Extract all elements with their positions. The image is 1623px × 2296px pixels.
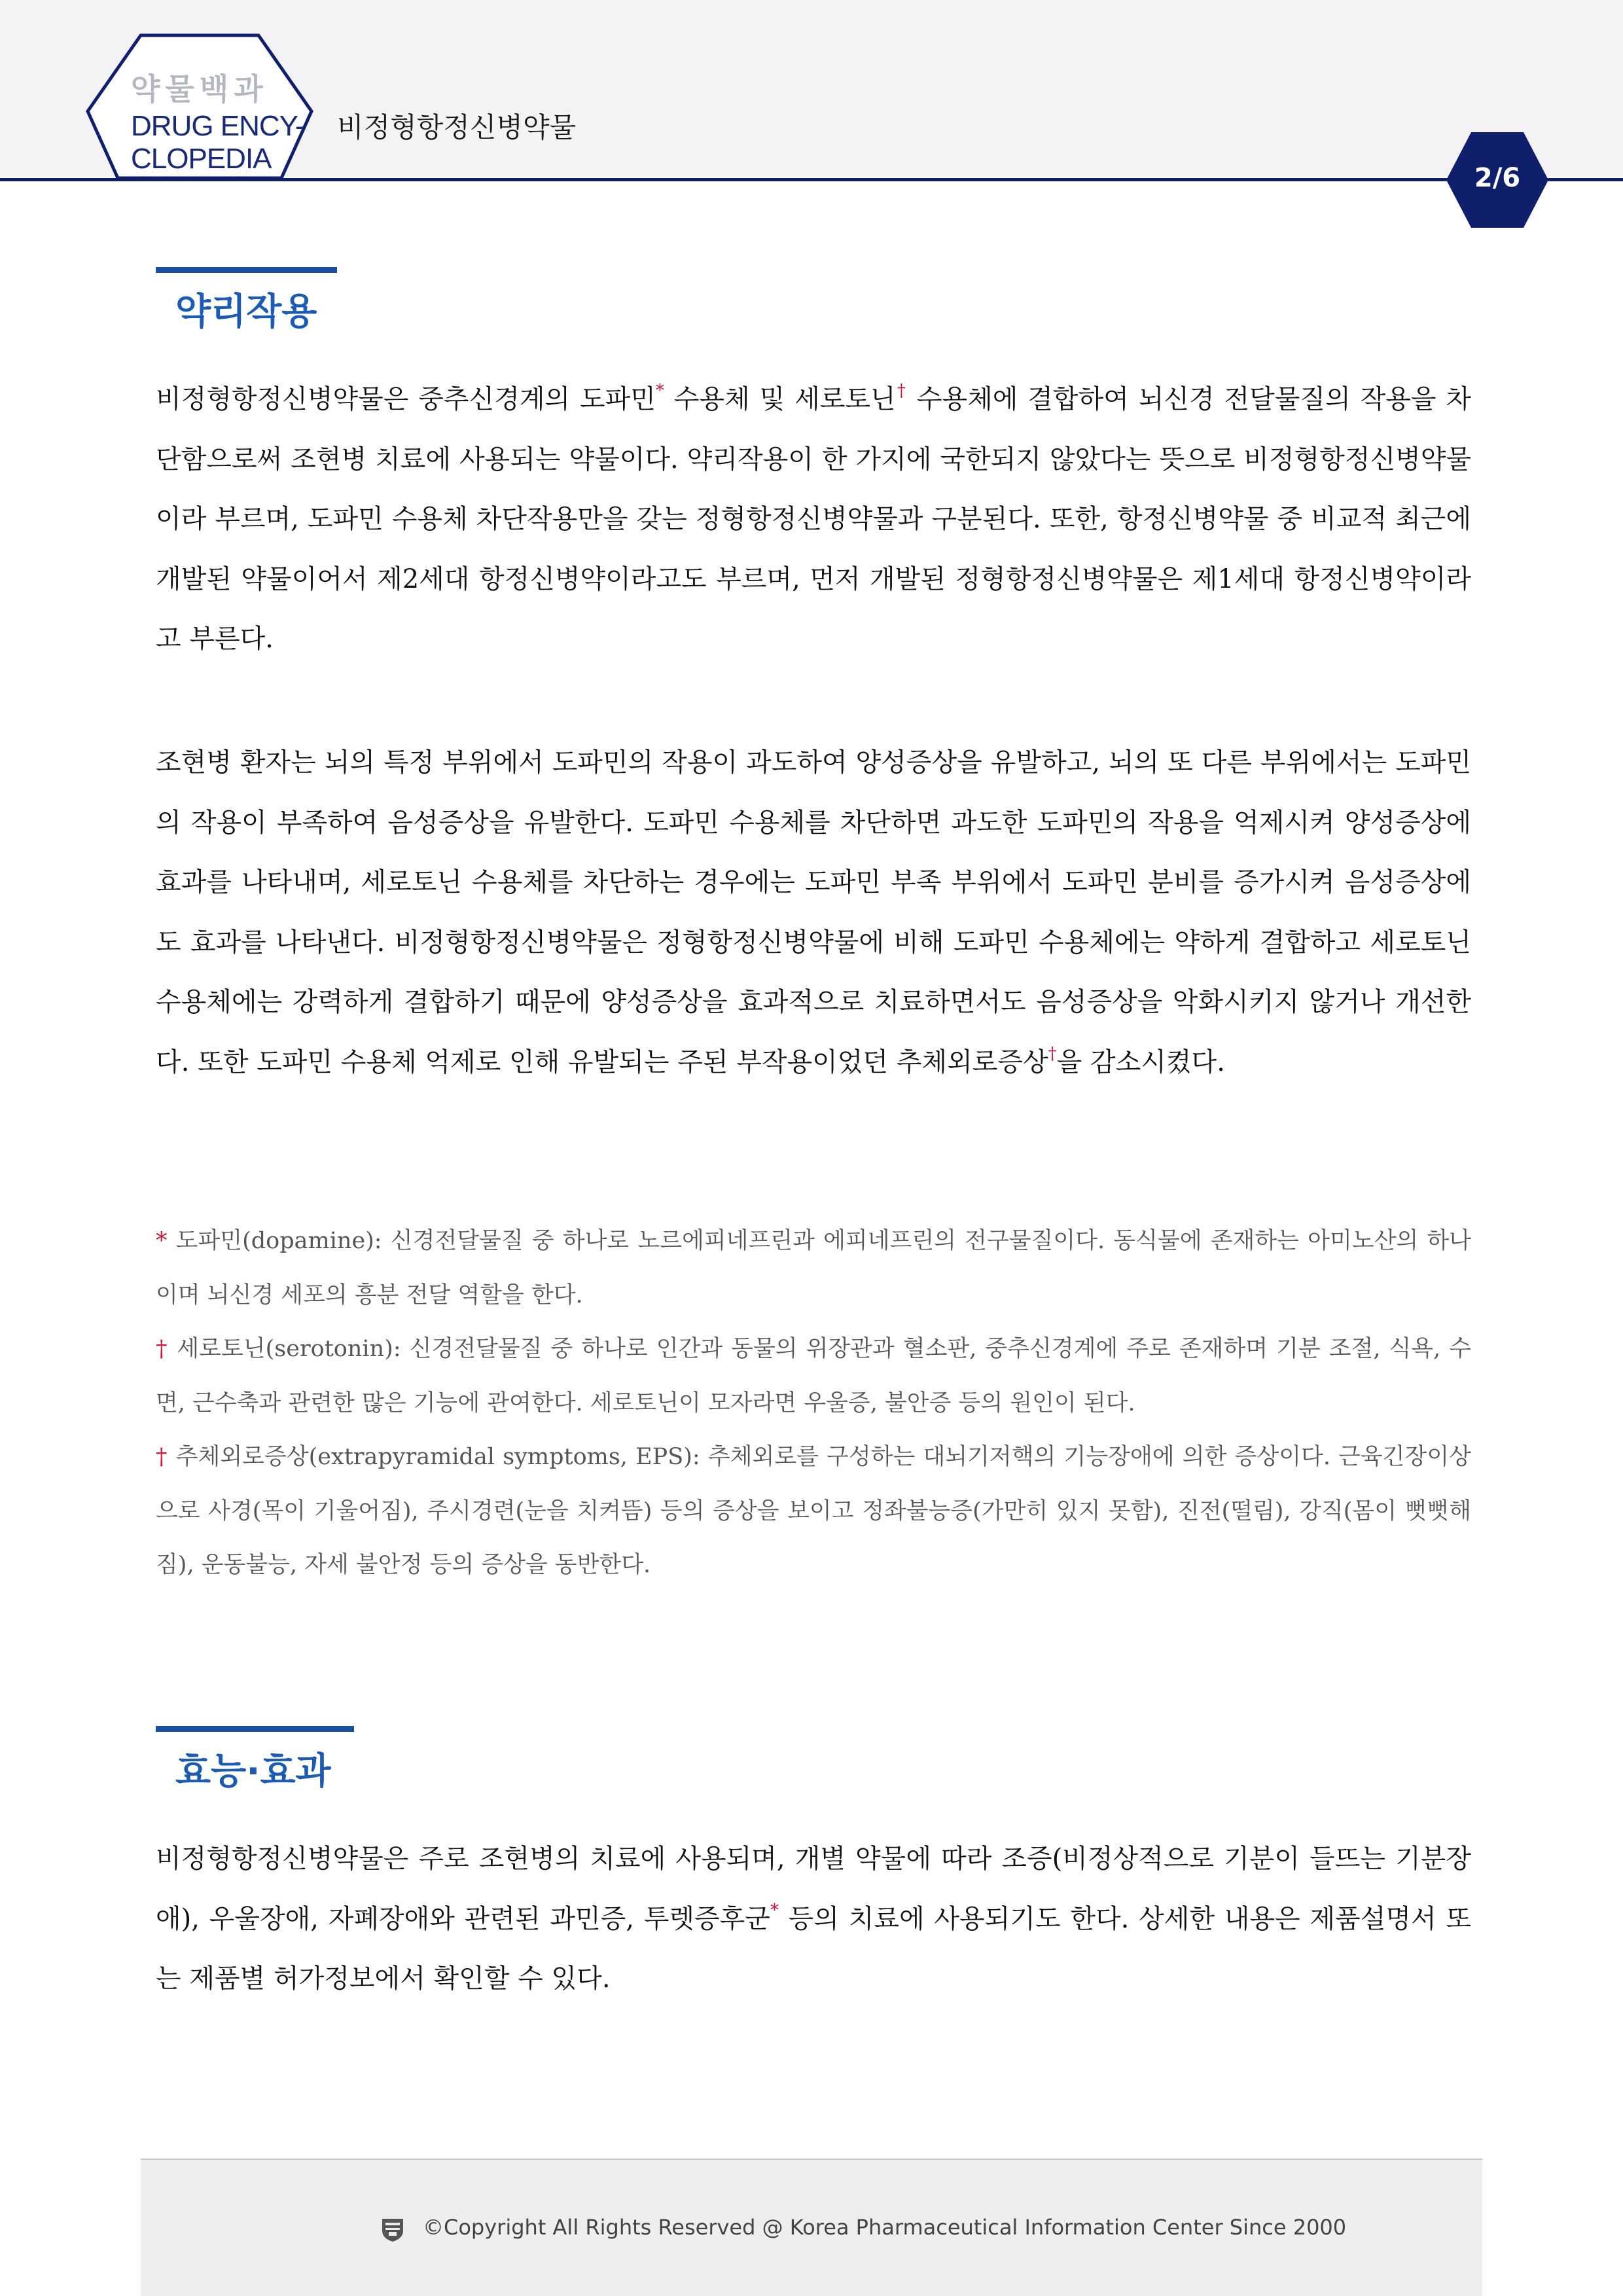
footnote-mark: †: [156, 1444, 168, 1470]
paragraph-pharmacology-1: [156, 370, 1471, 670]
footnote-eps: [156, 1430, 1471, 1592]
section-title-efficacy: 효능·효과: [175, 1750, 331, 1793]
footnote-text: 도파민(dopamine): 신경전달물질 중 하나로 노르에피네프린과 에피네프린의 전구물질이다. 동식물에 존재하는 아미노산의 하나이며 뇌신경 세포의 흥분 전달 역할을 한다.: [156, 1228, 1471, 1308]
footnote-text: 세로토닌(serotonin): 신경전달물질 중 하나로 인간과 동물의 위장관과 혈소판, 중추신경계에 주로 존재하며 기분 조절, 식욕, 수면, 근수축과 관련한 많은 기능에 관여한다. 세로토닌이 모자라면 우울증, 불안증 등의 원인이 된다.: [156, 1336, 1472, 1416]
copyright-text: ©Copyright All Rights Reserved @ Korea Pharmaceutical Information Center Since 2000: [423, 2215, 1347, 2240]
footnote-marker: †: [895, 381, 907, 401]
paragraph-text: 수용체 및 세로토닌: [664, 384, 896, 414]
footnote-mark: †: [156, 1336, 169, 1362]
footnote-mark: *: [156, 1228, 168, 1254]
footnotes: [156, 1214, 1471, 1592]
document-title: 비정형항정신병약물: [337, 111, 577, 143]
page-number: 2/6: [1474, 163, 1521, 193]
paragraph-text: 비정형항정신병약물은 중추신경계의 도파민: [156, 384, 656, 414]
footnote-serotonin: [156, 1322, 1471, 1430]
logo-korean: 약물백과: [131, 71, 268, 107]
logo-english: [131, 110, 304, 175]
footnote-text: 추체외로증상(extrapyramidal symptoms, EPS): 추체외로를 구성하는 대뇌기저핵의 기능장애에 의한 증상이다. 근육긴장이상으로 사경(목이 기울어짐), 주시경련(눈을 치켜뜸) 등의 증상을 보이고 정좌불능증(가만히 있지 못함), 진전(떨림), 강직(몸이 뻣뻣해짐), 운동불능, 자세 불안정 등의 증상을 동반한다.: [156, 1444, 1471, 1578]
footnote-marker: †: [1048, 1043, 1057, 1064]
footnote-dopamine: [156, 1214, 1471, 1322]
logo-english-line2: CLOPEDIA: [131, 143, 272, 175]
paragraph-text: 등의 치료에 사용되기도 한다. 상세한 내용은 제품설명서 또는 제품별 허가정보에서 확인할 수 있다.: [156, 1903, 1471, 1994]
section-title-bar: [156, 267, 337, 273]
footnote-marker: *: [655, 381, 664, 401]
footnote-marker: *: [770, 1900, 779, 1920]
paragraph-text: 조현병 환자는 뇌의 특정 부위에서 도파민의 작용이 과도하여 양성증상을 유발하고, 뇌의 또 다른 부위에서는 도파민의 작용이 부족하여 음성증상을 유발한다. 도파민 수용체를 차단하면 과도한 도파민의 작용을 억제시켜 양성증상에 효과를 나타내며, 세로토닌 수용체를 차단하는 경우에는 도파민 부족 부위에서 도파민 분비를 증가시켜 음성증상에도 효과를 나타낸다. 비정형항정신병약물은 정형항정신병약물에 비해 도파민 수용체에는 약하게 결합하고 세로토닌 수용체에는 강력하게 결합하기 때문에 양성증상을 효과적으로 치료하면서도 음성증상을 악화시키지 않거나 개선한다. 또한 도파민 수용체 억제로 인해 유발되는 주된 부작용이었던 추체외로증상: [156, 747, 1471, 1077]
paragraph-text: 수용체에 결합하여 뇌신경 전달물질의 작용을 차단함으로써 조현병 치료에 사용되는 약물이다. 약리작용이 한 가지에 국한되지 않았다는 뜻으로 비정형항정신병약물이라 부르며, 도파민 수용체 차단작용만을 갖는 정형항정신병약물과 구분된다. 또한, 항정신병약물 중 비교적 최근에 개발된 약물이어서 제2세대 항정신병약이라고도 부르며, 먼저 개발된 정형항정신병약물은 제1세대 항정신병약이라고 부른다.: [156, 384, 1472, 654]
paragraph-efficacy: [156, 1829, 1471, 2009]
section-title-bar: [156, 1726, 354, 1732]
section-title-pharmacology: 약리작용: [175, 291, 317, 333]
paragraph-pharmacology-2: [156, 733, 1471, 1092]
paragraph-text: 비정형항정신병약물은 주로 조현병의 치료에 사용되며, 개별 약물에 따라 조증(비정상적으로 기분이 들뜨는 기분장애), 우울장애, 자폐장애와 관련된 과민증, 투렛증후군: [156, 1844, 1471, 1934]
kpic-shield-icon: [381, 2217, 404, 2242]
logo-english-line1: DRUG ENCY-: [131, 110, 304, 142]
paragraph-text: 을 감소시켰다.: [1056, 1047, 1225, 1077]
